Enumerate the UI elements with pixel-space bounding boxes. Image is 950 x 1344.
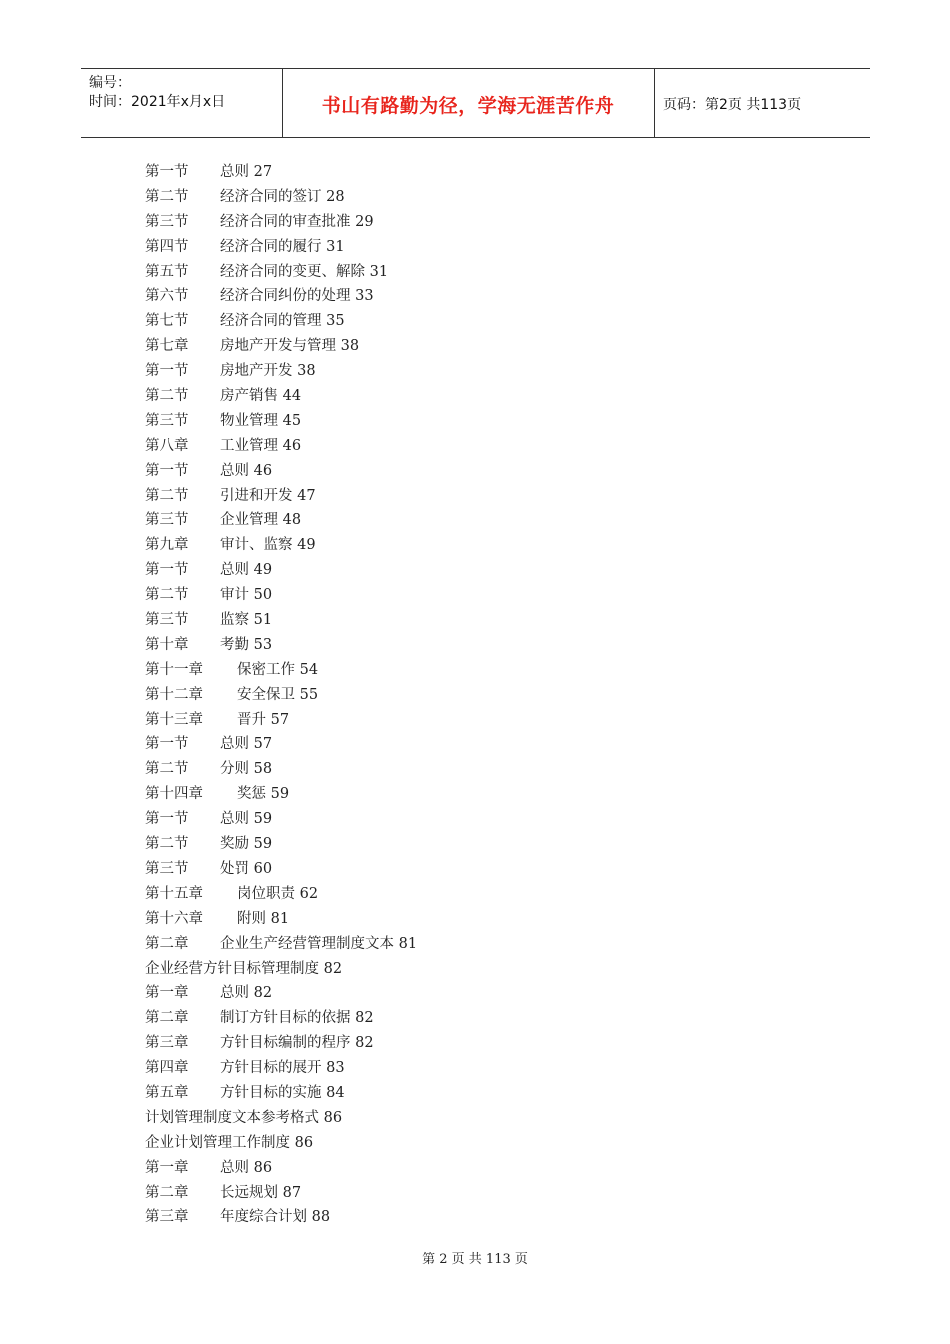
toc-entry-page: 60 [253, 860, 273, 877]
toc-entry-title: 经济合同的审查批准 [220, 213, 351, 230]
toc-entry-title: 晋升 [237, 711, 266, 728]
toc-entry-page: 55 [299, 686, 319, 703]
toc-entry-label: 第一节 [145, 363, 189, 380]
toc-entry-title: 奖励 [220, 836, 249, 853]
toc-entry [145, 160, 785, 185]
toc-entry-title: 经济合同的管理 [220, 313, 322, 330]
toc-entry [145, 235, 785, 260]
toc-entry [145, 359, 785, 384]
toc-entry [145, 309, 785, 334]
toc-entry-title: 企业管理 [220, 512, 278, 529]
toc-entry-page: 29 [355, 213, 374, 230]
toc-entry [145, 981, 785, 1006]
toc-entry [145, 558, 785, 583]
toc-entry-label: 第二章 [145, 935, 189, 952]
toc-entry [145, 409, 785, 434]
toc-entry-page: 58 [253, 761, 273, 778]
toc-entry-page: 31 [369, 263, 389, 280]
toc-entry-label: 第十四章 [145, 786, 203, 803]
toc-entry [145, 957, 785, 982]
toc-entry [145, 1156, 785, 1181]
toc-entry [145, 260, 785, 285]
toc-entry [145, 782, 785, 807]
toc-entry-label: 第二节 [145, 761, 189, 778]
toc-entry-page: 49 [297, 537, 316, 554]
toc-entry-title: 经济合同的变更、解除 [220, 263, 365, 280]
toc-entry-title: 制订方针目标的依据 [220, 1010, 351, 1027]
toc-entry-label: 第四章 [145, 1060, 189, 1077]
toc-entry-label: 第二节 [145, 487, 189, 504]
toc-entry [145, 484, 785, 509]
toc-entry-title: 企业经营方针目标管理制度 [145, 960, 319, 977]
toc-entry [145, 1006, 785, 1031]
header-page-cell [654, 69, 870, 137]
toc-entry-label: 第一节 [145, 736, 189, 753]
toc-entry-title: 总则 [220, 164, 249, 180]
toc-entry-page: 57 [253, 736, 273, 753]
toc-entry [145, 459, 785, 484]
toc-entry-page: 86 [323, 1109, 343, 1126]
toc-entry-title: 计划管理制度文本参考格式 [145, 1109, 319, 1126]
toc-entry [145, 608, 785, 633]
toc-entry-page: 44 [282, 388, 302, 405]
toc-entry-page: 82 [355, 1035, 374, 1052]
toc-entry [145, 583, 785, 608]
toc-entry-page: 51 [253, 612, 273, 629]
toc-entry-page: 86 [253, 1159, 273, 1176]
toc-entry-label: 第九章 [145, 537, 189, 554]
toc-entry-title: 总则 [220, 1159, 249, 1176]
toc-entry-title: 总则 [220, 562, 249, 579]
toc-entry-label: 第二节 [145, 836, 189, 853]
toc-entry-label: 第三节 [145, 512, 189, 529]
toc-entry-label: 第一节 [145, 164, 189, 180]
toc-entry-label: 第二章 [145, 1184, 189, 1201]
toc-entry-title: 总则 [220, 736, 249, 753]
toc-entry-page: 49 [253, 562, 273, 579]
toc-entry-page: 81 [398, 935, 418, 952]
toc-entry-title: 房地产开发与管理 [220, 338, 336, 355]
toc-entry-label: 第三章 [145, 1209, 189, 1226]
toc-entry-title: 考勤 [220, 636, 249, 653]
toc-entry [145, 757, 785, 782]
toc-entry-title: 处罚 [220, 860, 249, 877]
toc-entry-page: 59 [253, 836, 273, 853]
toc-entry-page: 82 [355, 1010, 374, 1027]
toc-entry-title: 总则 [220, 985, 249, 1002]
toc-entry-page: 88 [311, 1209, 331, 1226]
toc-entry-page: 48 [282, 512, 302, 529]
toc-entry-page: 50 [253, 587, 273, 604]
header-motto: 书山有路勤为径，学海无涯苦作舟 [321, 95, 615, 117]
toc-entry-title: 总则 [220, 811, 249, 828]
toc-entry-page: 53 [253, 636, 273, 653]
toc-entry-label: 第一章 [145, 985, 189, 1002]
toc-entry-title: 企业生产经营管理制度文本 [220, 935, 394, 952]
toc-entry-page: 38 [340, 338, 360, 355]
toc-entry-label: 第三节 [145, 412, 189, 429]
toc-entry [145, 633, 785, 658]
toc-entry-title: 经济合同纠份的处理 [220, 288, 351, 305]
toc-entry-label: 第二节 [145, 388, 189, 405]
toc-entry [145, 434, 785, 459]
toc-entry-label: 第十三章 [145, 711, 203, 728]
toc-entry-page: 57 [270, 711, 290, 728]
toc-entry-title: 奖惩 [237, 786, 266, 803]
toc-entry-label: 第十一章 [145, 661, 203, 678]
toc-entry-title: 保密工作 [237, 661, 295, 678]
toc-entry-page: 46 [282, 437, 302, 454]
toc-entry-page: 38 [297, 363, 316, 380]
toc-entry-label: 第二章 [145, 1010, 189, 1027]
table-of-contents [145, 160, 785, 1230]
toc-entry-label: 第八章 [145, 437, 189, 454]
toc-entry-page: 62 [299, 885, 319, 902]
toc-entry-page: 33 [355, 288, 374, 305]
toc-entry [145, 185, 785, 210]
toc-entry-label: 第六节 [145, 288, 189, 305]
toc-entry [145, 807, 785, 832]
toc-entry-label: 第二节 [145, 188, 189, 205]
toc-entry [145, 508, 785, 533]
header-motto-cell [282, 69, 655, 137]
toc-entry-page: 54 [299, 661, 319, 678]
toc-entry-page: 83 [326, 1060, 345, 1077]
toc-entry-page: 35 [326, 313, 345, 330]
toc-entry-title: 审计、监察 [220, 537, 293, 554]
toc-entry [145, 1056, 785, 1081]
toc-entry [145, 1205, 785, 1230]
toc-entry-page: 81 [270, 910, 290, 927]
toc-entry-label: 第十六章 [145, 910, 203, 927]
toc-entry-title: 企业计划管理工作制度 [145, 1134, 290, 1151]
toc-entry-page: 84 [326, 1084, 345, 1101]
toc-entry-page: 59 [270, 786, 290, 803]
toc-entry-title: 附则 [237, 910, 266, 927]
toc-entry-label: 第三节 [145, 213, 189, 230]
toc-entry-page: 31 [326, 238, 345, 255]
toc-entry [145, 533, 785, 558]
toc-entry-page: 46 [253, 462, 273, 479]
header-page-info: 页码：第2页 共113页 [663, 97, 802, 113]
toc-entry-label: 第十五章 [145, 885, 203, 902]
toc-entry-title: 房产销售 [220, 388, 278, 405]
toc-entry [145, 284, 785, 309]
toc-entry-label: 第二节 [145, 587, 189, 604]
toc-entry [145, 932, 785, 957]
toc-entry-title: 总则 [220, 462, 249, 479]
toc-entry [145, 907, 785, 932]
toc-entry [145, 1031, 785, 1056]
toc-entry-title: 房地产开发 [220, 363, 293, 380]
toc-entry-title: 长远规划 [220, 1184, 278, 1201]
toc-entry [145, 683, 785, 708]
toc-entry-title: 监察 [220, 612, 249, 629]
toc-entry [145, 384, 785, 409]
toc-entry-label: 第四节 [145, 238, 189, 255]
toc-entry-title: 岗位职责 [237, 885, 295, 902]
toc-entry-page: 45 [282, 412, 302, 429]
toc-entry [145, 708, 785, 733]
toc-entry [145, 1131, 785, 1156]
toc-entry-label: 第五章 [145, 1084, 189, 1101]
toc-entry-title: 分则 [220, 761, 249, 778]
toc-entry-page: 82 [323, 960, 343, 977]
toc-entry-label: 第十章 [145, 636, 189, 653]
toc-entry [145, 1181, 785, 1206]
toc-entry [145, 832, 785, 857]
toc-entry-page: 87 [282, 1184, 302, 1201]
document-number-label: 编号： [89, 75, 131, 91]
toc-entry [145, 732, 785, 757]
toc-entry-label: 第三章 [145, 1035, 189, 1052]
toc-entry-page: 47 [297, 487, 316, 504]
toc-entry-label: 第一节 [145, 462, 189, 479]
toc-entry-label: 第一节 [145, 562, 189, 579]
toc-entry-label: 第三节 [145, 612, 189, 629]
toc-entry-title: 经济合同的签订 [220, 188, 322, 205]
toc-entry-title: 物业管理 [220, 412, 278, 429]
toc-entry-label: 第一节 [145, 811, 189, 828]
toc-entry-label: 第十二章 [145, 686, 203, 703]
toc-entry [145, 882, 785, 907]
toc-entry [145, 334, 785, 359]
toc-entry [145, 857, 785, 882]
toc-entry [145, 1081, 785, 1106]
toc-entry-label: 第三节 [145, 860, 189, 877]
toc-entry-label: 第一章 [145, 1159, 189, 1176]
toc-entry-page: 28 [326, 188, 345, 205]
document-time-label: 时间：2021年x月x日 [89, 94, 226, 110]
toc-entry-title: 工业管理 [220, 437, 278, 454]
toc-entry-title: 年度综合计划 [220, 1209, 307, 1226]
toc-entry [145, 658, 785, 683]
toc-entry [145, 1106, 785, 1131]
toc-entry-label: 第七节 [145, 313, 189, 330]
page-footer: 第 2 页 共 113 页 [422, 1252, 528, 1267]
toc-entry-title: 方针目标的实施 [220, 1084, 322, 1101]
toc-entry-title: 方针目标编制的程序 [220, 1035, 351, 1052]
toc-entry-page: 86 [294, 1134, 314, 1151]
toc-entry-label: 第五节 [145, 263, 189, 280]
toc-entry-page: 27 [253, 164, 273, 180]
toc-entry-title: 引进和开发 [220, 487, 293, 504]
toc-entry-page: 59 [253, 811, 273, 828]
toc-entry-page: 82 [253, 985, 273, 1002]
toc-entry-title: 经济合同的履行 [220, 238, 322, 255]
toc-entry [145, 210, 785, 235]
header-meta-cell [81, 69, 283, 137]
page-header [81, 68, 870, 138]
toc-entry-title: 方针目标的展开 [220, 1060, 322, 1077]
toc-entry-label: 第七章 [145, 338, 189, 355]
toc-entry-title: 安全保卫 [237, 686, 295, 703]
toc-entry-title: 审计 [220, 587, 249, 604]
